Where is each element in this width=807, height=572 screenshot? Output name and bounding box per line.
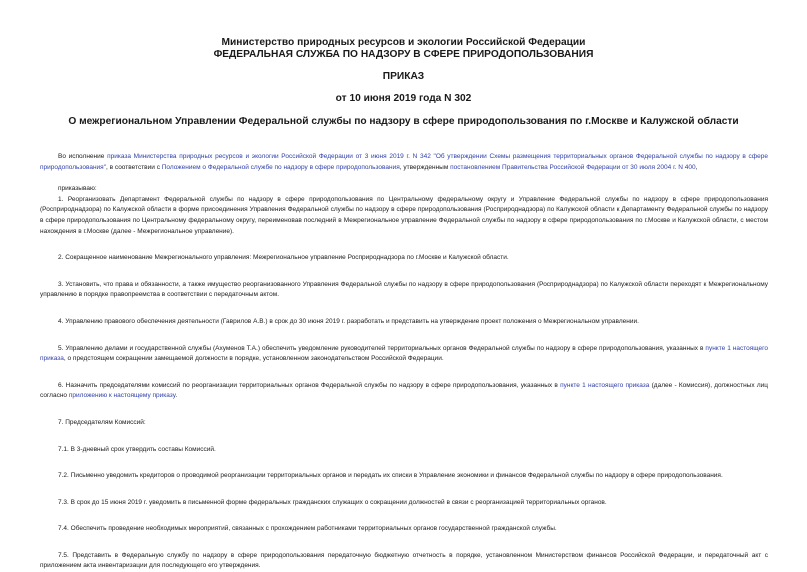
paragraph-5-text-1: 5. Управлению делами и государственной службы (Ахуменов Т.А.) обеспечить уведомление руководителей территориальных органов Федеральной службы по надзору в сфере природопользования, указанных в bbox=[58, 344, 706, 352]
paragraph-7-5: 7.5. Представить в Федеральную службу по надзору в сфере природопользования передаточную бюджетную отчетность в порядке, установленном Министерством финансов Российской Федерации, и передаточный акт с приложением акта инвентаризации для последующего его утверждения. bbox=[40, 551, 768, 570]
government-resolution-link[interactable]: постановлением Правительства Российской Федерации от 30 июля 2004 г. N 400 bbox=[450, 163, 696, 171]
paragraph-7: 7. Председателям Комиссий: bbox=[58, 418, 146, 426]
preamble-text-3: , утвержденным bbox=[399, 163, 451, 171]
preamble-text-2: , в соответствии с bbox=[106, 163, 162, 171]
ministry-title: Министерство природных ресурсов и экологии Российской Федерации bbox=[221, 37, 586, 48]
order-word: приказываю: bbox=[58, 185, 97, 193]
paragraph-2: 2. Сокращенное наименование Межрегионального управления: Межрегиональное управление Росприроднадзора по г.Москве и Калужской области. bbox=[58, 254, 509, 262]
paragraph-7-4: 7.4. Обеспечить проведение необходимых мероприятий, связанных с прохождением работниками территориальных органов государственной гражданской службы. bbox=[58, 525, 557, 533]
paragraph-7-2: 7.2. Письменно уведомить кредиторов о проводимой реорганизации территориальных органов и передать их списки в Управление экономики и финансов Федеральной службы по надзору в сфере природопользования. bbox=[58, 472, 723, 480]
paragraph-6-item1-link[interactable]: пункте 1 настоящего приказа bbox=[560, 381, 650, 389]
preamble-text-4: , bbox=[695, 163, 698, 171]
paragraph-6-text-1: 6. Назначить председателями комиссий по реорганизации территориальных органов Федеральной службы по надзору в сфере природопользования, указанных в bbox=[58, 381, 561, 389]
doc-date-number: от 10 июня 2019 года N 302 bbox=[335, 93, 472, 104]
ministry-order-link[interactable]: приказа Министерства природных ресурсов и экологии Российской Федерации от 3 июня 2019 г. N 342 "Об утверждении Схемы размещения территориальных органов Федеральной службы по надзору в сфере природопользования" bbox=[40, 153, 768, 171]
paragraph-5-text-2: , о предстоящем сокращении замещаемой должности в порядке, установленном законодательством Российской Федерации. bbox=[63, 355, 444, 363]
regulation-link[interactable]: Положением о Федеральной службе по надзору в сфере природопользования bbox=[161, 163, 400, 171]
document-body bbox=[40, 152, 768, 572]
paragraph-5-item1-link[interactable]: пункте 1 настоящего приказа bbox=[40, 344, 769, 363]
service-title: ФЕДЕРАЛЬНАЯ СЛУЖБА ПО НАДЗОРУ В СФЕРЕ ПРИРОДОПОЛЬЗОВАНИЯ bbox=[213, 49, 594, 60]
paragraph-6-text-2: (далее - Комиссия), должностных лиц согласно bbox=[40, 381, 768, 400]
paragraph-6-text-3: . bbox=[175, 392, 178, 400]
paragraph-3: 3. Установить, что права и обязанности, а также имущество реорганизованного Управления Федеральной службы по надзору в сфере природопользования (Росприроднадзора) по Калужской области переходят к Межрегиональному управлению в порядке правопреемства в соответствии с передаточным актом. bbox=[40, 280, 768, 299]
paragraph-1: 1. Реорганизовать Департамент Федеральной службы по надзору в сфере природопользования по Центральному федеральному округу и Управление Федеральной службы по надзору в сфере природопользования (Росприроднадзора) по Калужской области в форме присоединения Управления Федеральной службы по надзору в сфере природопользования (Росприроднадзора) по Калужской области к Департаменту Федеральной службы по надзору в сфере природопользования по Центральному федеральному округу, переименовав последний в Межрегиональное управление Федеральной службы по надзору в сфере природопользования по г.Москве и Калужской области, с местом нахождения в г.Москве (далее - Межрегиональное управление). bbox=[40, 195, 768, 235]
appendix-link[interactable]: приложению к настоящему приказу bbox=[68, 392, 176, 400]
paragraph-4: 4. Управлению правового обеспечения деятельности (Гаврилов А.В.) в срок до 30 июня 2019 г. разработать и представить на утверждение проект положения о Межрегиональном управлении. bbox=[58, 317, 639, 325]
doc-subject: О межрегиональном Управлении Федеральной службы по надзору в сфере природопользования по г.Москве и Калужской области bbox=[68, 116, 739, 127]
paragraph-5 bbox=[40, 344, 768, 365]
paragraph-7-3: 7.3. В срок до 15 июня 2019 г. уведомить в письменной форме федеральных гражданских служащих о сокращении должностей в связи с реорганизацией территориальных органов. bbox=[58, 498, 607, 506]
preamble-paragraph bbox=[40, 152, 768, 173]
preamble-text-1: Во исполнение bbox=[58, 153, 108, 160]
paragraph-7-1: 7.1. В 3-дневный срок утвердить составы Комиссий. bbox=[58, 445, 216, 453]
paragraph-6 bbox=[40, 381, 768, 402]
doc-type: ПРИКАЗ bbox=[382, 71, 425, 82]
